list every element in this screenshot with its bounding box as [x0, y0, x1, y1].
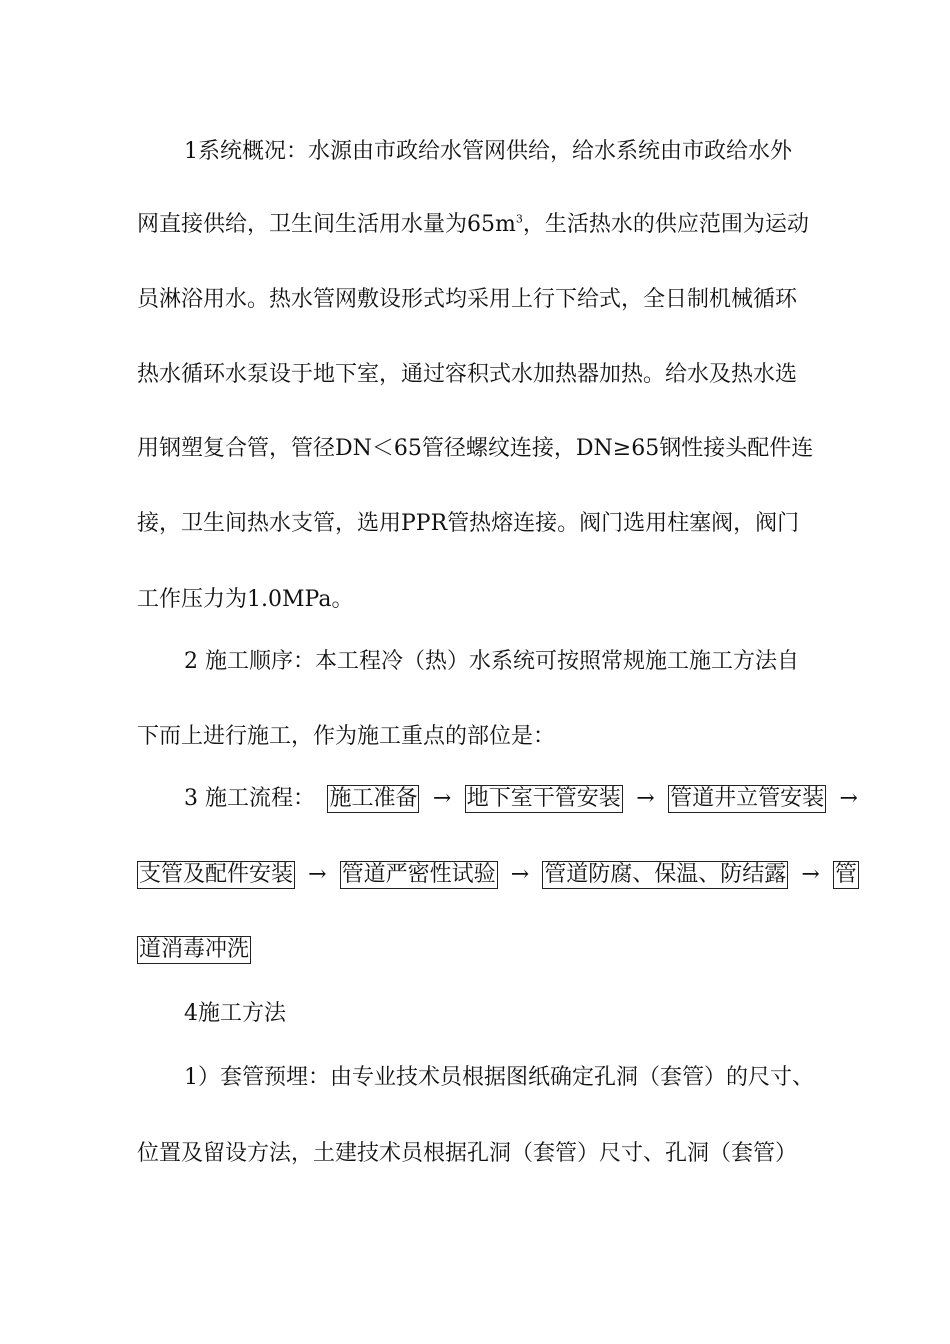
flow-step-1: 施工准备 — [329, 786, 418, 811]
paragraph-1-line-3: 员淋浴用水。热水管网敷设形式均采用上行下给式，全日制机械循环 — [137, 287, 798, 312]
paragraph-2-line-1: 2 施工顺序：本工程冷（热）水系统可按照常规施工施工方法自 — [184, 649, 799, 674]
flow-label: 3 施工流程： — [184, 786, 315, 811]
flow-step-2: 地下室干管安装 — [466, 786, 621, 811]
flow-step-6: 管道防腐、保温、防结露 — [544, 862, 787, 887]
arrow-icon: → — [308, 862, 327, 887]
flow-step-7-part-a: 管 — [834, 862, 857, 887]
superscript-cubic: 3 — [515, 212, 523, 226]
flow-row-1 — [184, 784, 859, 814]
flow-row-3 — [137, 935, 251, 965]
paragraph-1-line-4: 热水循环水泵设于地下室，通过容积式水加热器加热。给水及热水选 — [137, 362, 798, 387]
arrow-icon: → — [839, 786, 858, 811]
paragraph-1-line-5: 用钢塑复合管，管径DN＜65管径螺纹连接，DN≥65钢性接头配件连 — [137, 436, 814, 461]
paragraph-1-line-1: 1系统概况：水源由市政给水管网供给，给水系统由市政给水外 — [184, 139, 792, 164]
paragraph-1-line-2-part-b: ，生活热水的供应范围为运动 — [522, 212, 809, 237]
paragraph-1-line-2 — [137, 210, 809, 240]
flow-step-7-part-b: 道消毒冲洗 — [139, 937, 250, 962]
arrow-icon: → — [432, 786, 452, 811]
paragraph-1-line-7: 工作压力为1.0MPa。 — [137, 587, 354, 612]
paragraph-4-line-1: 1）套管预埋：由专业技术员根据图纸确定孔洞（套管）的尺寸、 — [184, 1065, 814, 1090]
paragraph-1-line-2-part-a: 网直接供给，卫生间生活用水量为65m — [137, 212, 516, 237]
flow-step-5: 管道严密性试验 — [341, 862, 496, 887]
flow-step-4: 支管及配件安装 — [139, 862, 294, 887]
arrow-icon: → — [636, 786, 655, 811]
paragraph-4-line-2: 位置及留设方法，土建技术员根据孔洞（套管）尺寸、孔洞（套管） — [137, 1141, 798, 1166]
section-heading-4: 4施工方法 — [184, 1001, 286, 1026]
arrow-icon: → — [510, 862, 530, 887]
flow-row-2 — [137, 860, 859, 890]
flow-step-3: 管道井立管安装 — [670, 786, 825, 811]
arrow-icon: → — [801, 862, 820, 887]
paragraph-1-line-6: 接，卫生间热水支管，选用PPR管热熔连接。阀门选用柱塞阀，阀门 — [137, 511, 800, 536]
paragraph-2-line-2: 下而上进行施工，作为施工重点的部位是： — [137, 724, 556, 749]
